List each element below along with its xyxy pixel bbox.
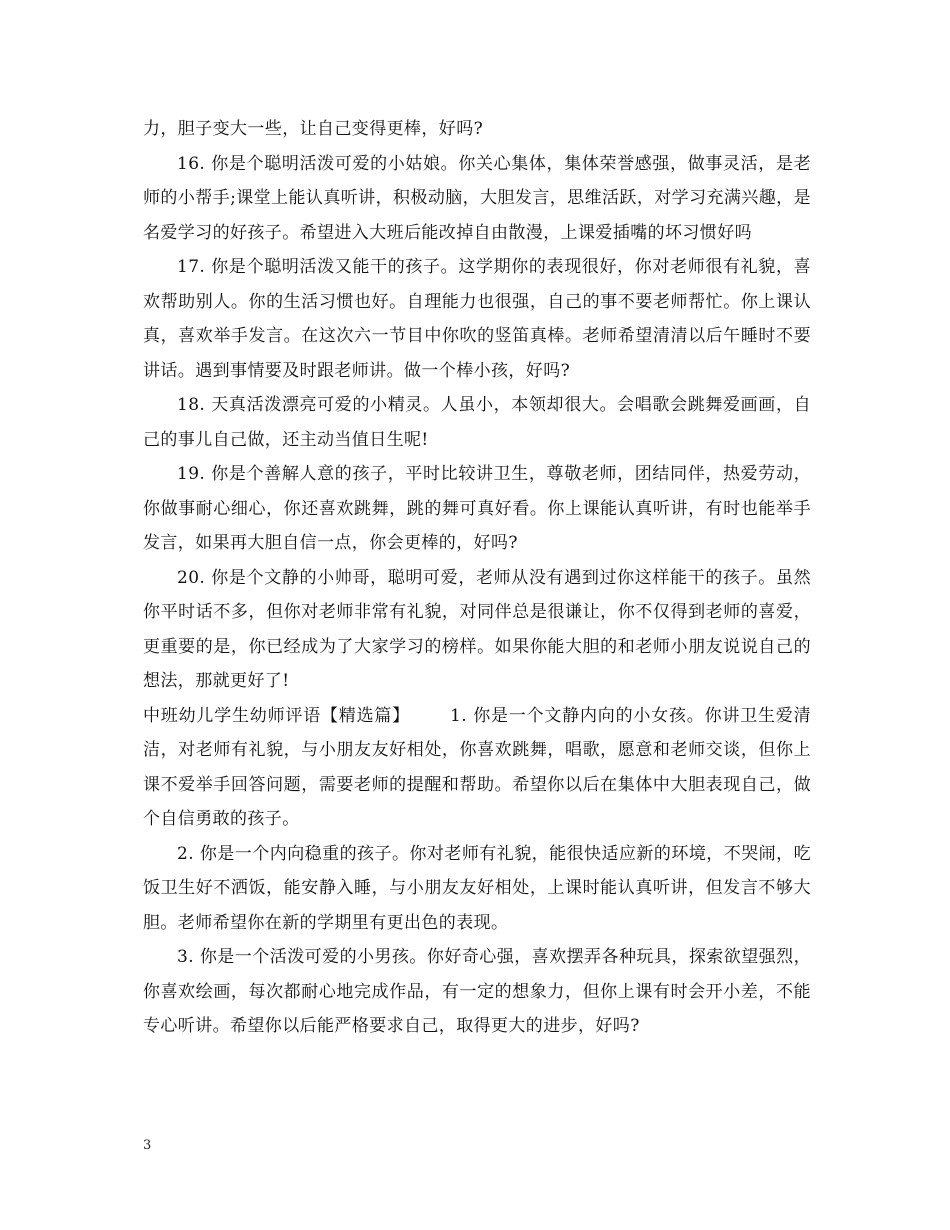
page-number: 3 — [143, 1138, 152, 1153]
comment-item-18: 18. 天真活泼漂亮可爱的小精灵。人虽小，本领却很大。会唱歌会跳舞爱画画，自己的事儿自己做，还主动当值日生呢! — [143, 395, 811, 450]
comment-item-16: 16. 你是个聪明活泼可爱的小姑娘。你关心集体，集体荣誉感强，做事灵活，是老师的小帮手;课堂上能认真听讲，积极动脑，大胆发言，思维活跃，对学习充满兴趣，是名爱学习的好孩子。希望进入大班后能改掉自由散漫，上课爱插嘴的坏习惯好吗 — [143, 153, 811, 243]
comment-item-17: 17. 你是个聪明活泼又能干的孩子。这学期你的表现很好，你对老师很有礼貌，喜欢帮助别人。你的生活习惯也好。自理能力也很强，自己的事不要老师帮忙。你上课认真，喜欢举手发言。在这次六一节目中你吹的竖笛真棒。老师希望清清以后午睡时不要讲话。遇到事情要及时跟老师讲。做一个棒小孩，好吗? — [143, 257, 811, 381]
comment-item-1: 1. 你是一个文静内向的小女孩。你讲卫生爱清洁，对老师有礼貌，与小朋友友好相处，你喜欢跳舞，唱歌，愿意和老师交谈，但你上课不爱举手回答问题，需要老师的提醒和帮助。希望你以后在集体中大胆表现自己，做个自信勇敢的孩子。 — [143, 705, 811, 829]
section-heading: 中班幼儿学生幼师评语【精选篇】 — [143, 705, 410, 726]
comment-item-20: 20. 你是个文静的小帅哥，聪明可爱，老师从没有遇到过你这样能干的孩子。虽然你平时话不多，但你对老师非常有礼貌，对同伴总是很谦让，你不仅得到老师的喜爱，更重要的是，你已经成为了大家学习的榜样。如果你能大胆的和老师小朋友说说自己的想法，那就更好了! — [143, 567, 811, 691]
comment-item-19: 19. 你是个善解人意的孩子，平时比较讲卫生，尊敬老师，团结同伴，热爱劳动，你做事耐心细心，你还喜欢跳舞，跳的舞可真好看。你上课能认真听讲，有时也能举手发言，如果再大胆自信一点，你会更棒的，好吗? — [143, 464, 811, 553]
paragraph-continuation: 力，胆子变大一些，让自己变得更棒，好吗? — [143, 119, 484, 139]
comment-item-2: 2. 你是一个内向稳重的孩子。你对老师有礼貌，能很快适应新的环境，不哭闹，吃饭卫生好不洒饭，能安静入睡，与小朋友友好相处，上课时能认真听讲，但发言不够大胆。老师希望你在新的学期里有更出色的表现。 — [143, 843, 811, 933]
section-paragraph — [143, 699, 811, 837]
comment-item-3: 3. 你是一个活泼可爱的小男孩。你好奇心强，喜欢摆弄各种玩具，探索欲望强烈，你喜欢绘画，每次都耐心地完成作品，有一定的想象力，但你上课有时会开小差，不能专心听讲。希望你以后能严格要求自己，取得更大的进步，好吗? — [143, 947, 811, 1036]
document-body — [143, 112, 811, 1044]
